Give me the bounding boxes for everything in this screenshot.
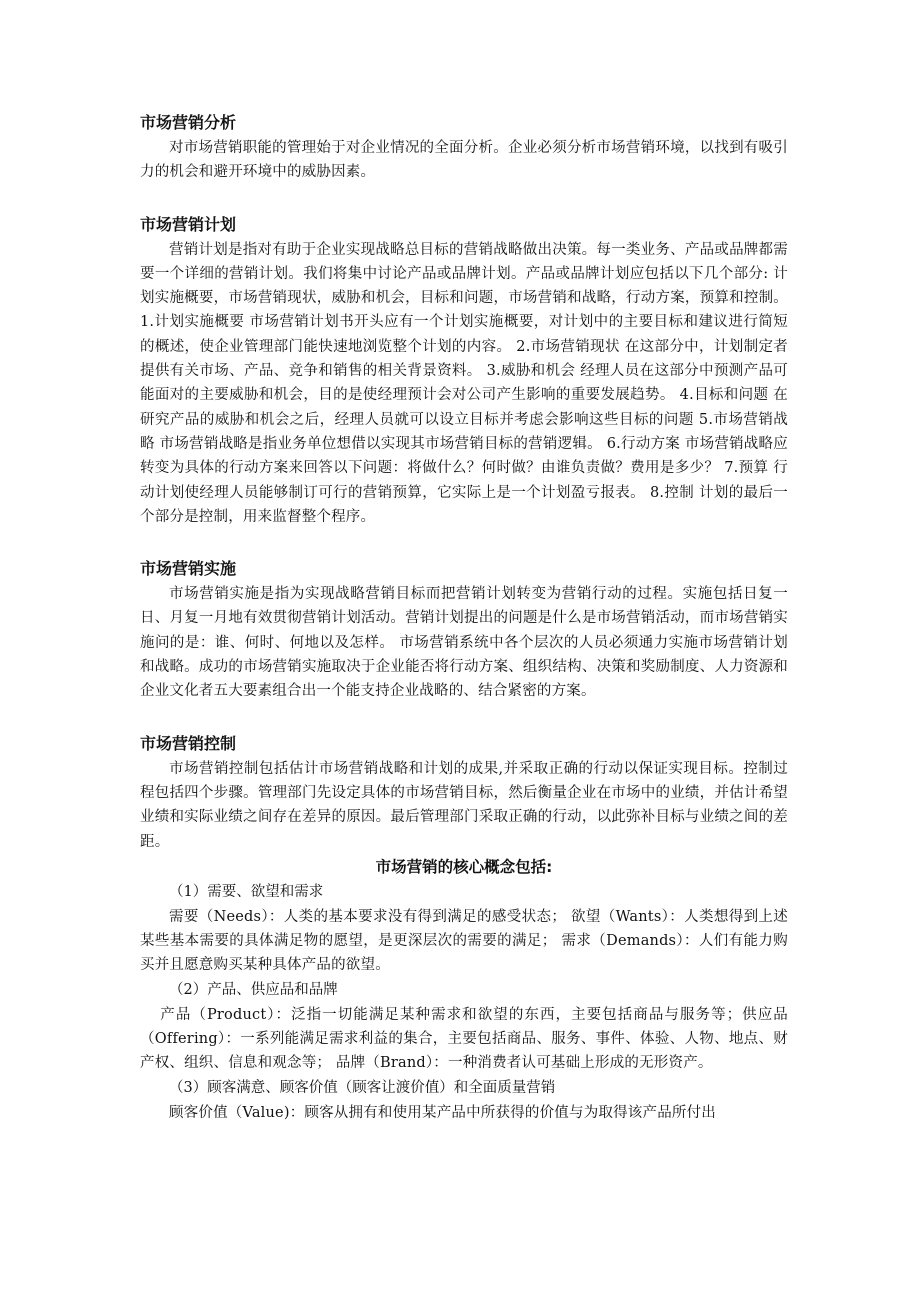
concept-body: 顾客价值（Value)：顾客从拥有和使用某产品中所获得的价值与为取得该产品所付出 <box>169 1104 716 1121</box>
section-title: 市场营销计划 <box>140 214 237 234</box>
concept-heading: （2）产品、供应品和品牌 <box>169 981 338 998</box>
section-title: 市场营销控制 <box>140 733 237 753</box>
concept-heading: （3）顾客满意、顾客价值（顾客让渡价值）和全面质量营销 <box>169 1079 556 1096</box>
section-core-concepts <box>140 854 788 1125</box>
section-body: 市场营销实施是指为实现战略营销目标而把营销计划转变为营销行动的过程。实施包括日复一日、月复一月地有效贯彻营销计划活动。营销计划提出的问题是什么是市场营销活动，而市场营销实施问的是：谁、何时、何地以及怎样。 市场营销系统中各个层次的人员必须通力实施市场营销计划和战略。成功的市场营销实施取决于企业能否将行动方案、组织结构、决策和奖励制度、人力资源和企业文化者五大要素组合出一个能支持企业战略的、结合紧密的方案。 <box>140 586 788 700</box>
section-marketing-analysis <box>140 110 788 185</box>
section-body: 营销计划是指对有助于企业实现战略总目标的营销战略做出决策。每一类业务、产品或品牌都需要一个详细的营销计划。我们将集中讨论产品或品牌计划。产品或品牌计划应包括以下几个部分: 计划实施概要，市场营销现状，威胁和机会，目标和问题，市场营销和战略，行动方案，预算和控制。 1.计划实施概要 市场营销计划书开头应有一个计划实施概要，对计划中的主要目标和建议进行简短的概述，使企业管理部门能快速地浏览整个计划的内容。 2.市场营销现状 在这部分中，计划制定者提供有关市场、产品、竞争和销售的相关背景资料。 3.威胁和机会 经理人员在这部分中预测产品可能面对的主要威胁和机会，目的是使经理预计会对公司产生影响的重要发展趋势。 4.目标和问题 在研究产品的威胁和机会之后，经理人员就可以设立目标并考虑会影响这些目标的问题 5.市场营销战略 市场营销战略是指业务单位想借以实现其市场营销目标的营销逻辑。 6.行动方案 市场营销战略应转变为具体的行动方案来回答以下问题：将做什么？何时做？由谁负责做？费用是多少？ 7.预算 行动计划使经理人员能够制订可行的营销预算，它实际上是一个计划盈亏报表。 8.控制 计划的最后一个部分是控制，用来监督整个程序。 <box>140 241 788 525</box>
spacer <box>140 704 788 731</box>
section-title: 市场营销分析 <box>140 113 237 132</box>
section-body: 市场营销控制包括估计市场营销战略和计划的成果,并采取正确的行动以保证实现目标。控制过程包括四个步骤。管理部门先设定具体的市场营销目标，然后衡量企业在市场中的业绩，并估计希望业绩和实际业绩之间存在差异的原因。最后管理部门采取正确的行动，以此弥补目标与业绩之间的差距。 <box>140 760 788 850</box>
concept-heading: （1）需要、欲望和需求 <box>169 883 324 900</box>
core-concepts-title: 市场营销的核心概念包括: <box>375 857 553 876</box>
spacer <box>140 529 788 556</box>
section-title: 市场营销实施 <box>140 559 237 579</box>
spacer <box>140 185 788 212</box>
section-marketing-implementation <box>140 556 788 703</box>
concept-body: 需要（Needs）：人类的基本要求没有得到满足的感受状态； 欲望（Wants）：人类想得到上述某些基本需要的具体满足物的愿望，是更深层次的需要的满足； 需求（Demands）：人们有能力购买并且愿意购买某种具体产品的欲望。 <box>140 908 788 974</box>
section-marketing-plan <box>140 212 788 530</box>
section-marketing-control <box>140 731 788 854</box>
concept-body: 产品（Product）：泛指一切能满足某种需求和欲望的东西，主要包括商品与服务等；供应品（Offering）：一系列能满足需求利益的集合，主要包括商品、服务、事件、体验、人物、地点、财产权、组织、信息和观念等； 品牌（Brand）：一种消费者认可基础上形成的无形资产。 <box>140 1006 788 1072</box>
section-body: 对市场营销职能的管理始于对企业情况的全面分析。企业必须分析市场营销环境，以找到有吸引力的机会和避开环境中的威胁因素。 <box>140 140 788 181</box>
